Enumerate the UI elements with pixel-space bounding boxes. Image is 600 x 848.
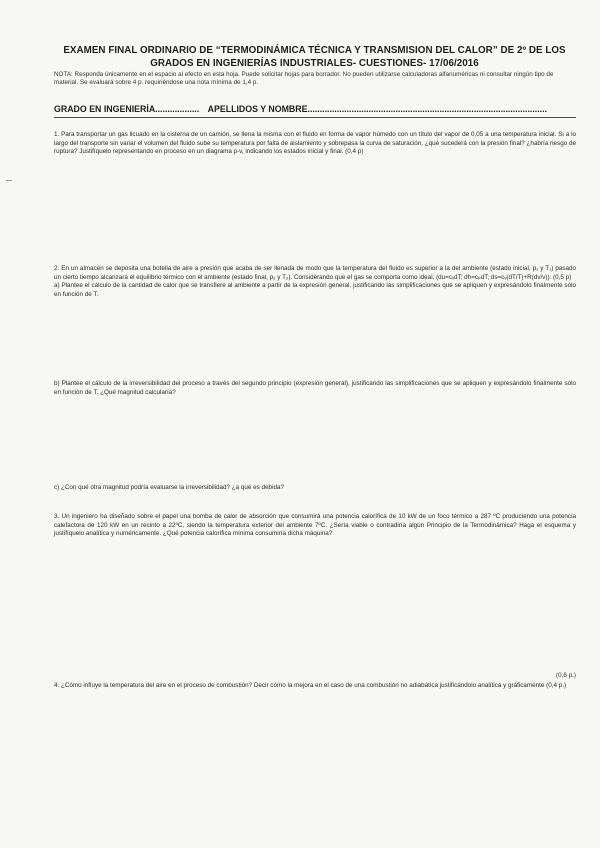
student-header (54, 104, 576, 115)
question-2a-text: a) Plantee el cálculo de la cantidad de calor que se transfiere al ambiente a partir de la expresión general, justificando las simplificaciones que se apliquen y expresándolo finalmente sólo en función de T. (54, 282, 576, 298)
question-1 (54, 131, 576, 157)
question-1-text: 1. Para transportar un gas licuado en la cisterna de un camión, se llena la misma con el fluido en forma de vapor húmedo con un título del vapor de 0,05 a una temperatura inicial. Si a lo largo del transporte sin variar el volumen del fluido sube su temperatura por falta de aislamiento y sobrepasa la curva de saturación, ¿qué sucederá con la presión final? ¿habría riesgo de ruptura? Justifíquelo representando en proceso en un diagrama p-v, indicando los estados inicial y final. (0,4 p) (54, 131, 576, 155)
question-2c-text: c) ¿Con qué otra magnitud podría evaluarse la irreversibilidad? ¿a qué es debida? (54, 484, 284, 491)
question-3-points: (0,6 p.) (556, 672, 576, 679)
question-3 (54, 513, 576, 539)
question-2 (54, 265, 576, 299)
question-2b-text: b) Plantee el cálculo de la irreversibilidad del proceso a través del segundo principio (expresión general), justificando las simplificaciones que se apliquen y expresándolo finalmente sólo en función de T. ¿Qué magnitud calcularía? (54, 380, 576, 396)
exam-title-line2: GRADOS EN INGENIERÍAS INDUSTRIALES- CUESTIONES- 17/06/2016 (150, 58, 479, 69)
exam-title-line1: EXAMEN FINAL ORDINARIO DE “TERMODINÁMICA TÉCNICA Y TRANSMISION DEL CALOR” DE 2º DE LOS (63, 45, 566, 56)
grado-label: GRADO EN INGENIERÍA.................. (54, 104, 200, 114)
margin-mark (6, 180, 12, 181)
question-2c (54, 484, 576, 493)
question-4-text: 4. ¿Cómo influye la temperatura del aire en el proceso de combustión? Decir cómo la mejora en el caso de una combustión no adiabática justificándolo analítica y gráficamente (0,4 p.) (54, 682, 567, 689)
apellidos-label: APELLIDOS Y NOMBRE.................................................................................................. (207, 104, 548, 114)
question-2b (54, 380, 576, 397)
exam-note: NOTA: Responda únicamente en el espacio al efecto en esta hoja. Puede solicitar hojas para borrador. No pueden utilizarse calculadoras alfanuméricas ni consultar ningún tipo de material. Se evaluará sobre 4 p. requiriéndose una nota mínima de 1,4 p. (54, 71, 554, 87)
exam-title (52, 44, 577, 70)
question-4 (54, 682, 576, 691)
header-underline (54, 117, 576, 118)
question-2-intro: 2. En un almacén se deposita una botella de aire a presión que acaba de ser llenada de modo que la temperatura del fluido es superior a la del ambiente (estado inicial, p₁ y T₁) pasado un cierto tiempo alcanzará el equilibrio térmico con el ambiente (estado final, p₂ y T₂). Considerando que el gas se comporta como ideal, (du=cᵥdT; dh=cₚdT; ds=cᵥ(dT/T)+R(dv/v)). (0,5 p) (54, 265, 576, 281)
question-3-text: 3. Un ingeniero ha diseñado sobre el papel una bomba de calor de absorción que consumirá una potencia calorífica de 10 kW de un foco térmico a 287 ºC produciendo una potencia calefactora de 120 kW en un recinto a 22ºC, siendo la temperatura exterior del ambiente 7ºC. ¿Sería viable o contradiría algún Principio de la Termodinámica? Haga el esquema y justifíquelo analítica y numéricamente. ¿Qué potencia calorífica mínima consumiría dicha máquina? (54, 513, 576, 537)
